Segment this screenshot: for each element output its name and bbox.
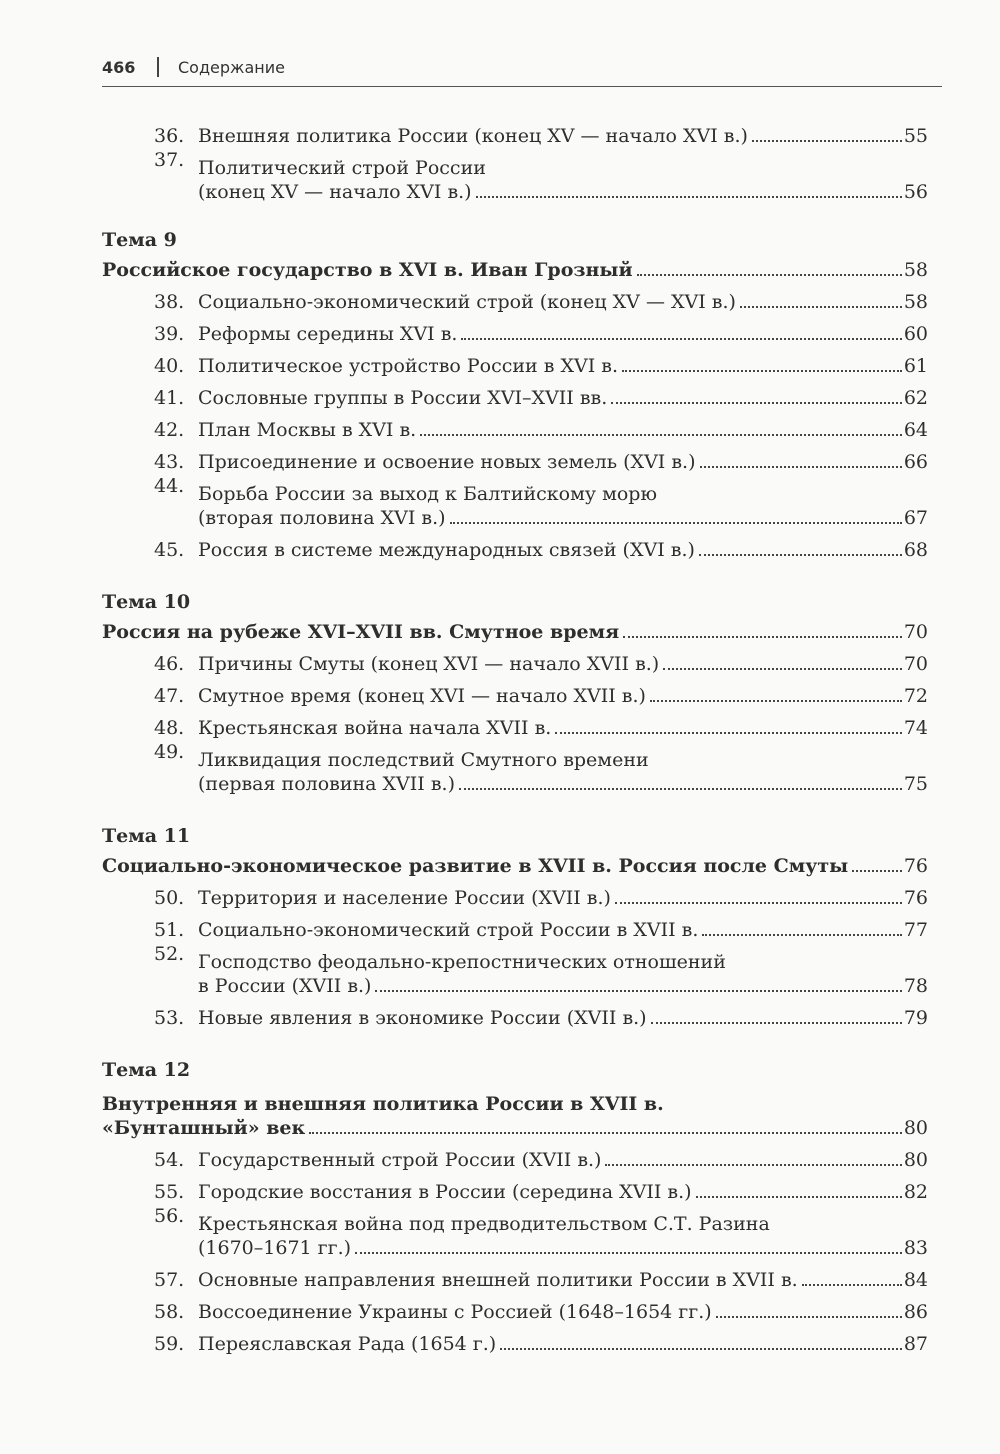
entry-body — [198, 156, 928, 204]
entry-number: 43. — [154, 451, 185, 473]
toc-entry[interactable] — [102, 1140, 928, 1172]
entry-body — [198, 1268, 928, 1292]
toc-entry[interactable] — [102, 740, 928, 796]
entry-text-line1: Господство феодально-крепостнических отношений — [198, 951, 726, 973]
entry-text: План Москвы в XVI в. — [198, 419, 417, 441]
entry-text-line1: Крестьянская война под предводительством С.Т. Разина — [198, 1213, 770, 1235]
entry-page: 55 — [903, 125, 928, 147]
entry-page: 67 — [903, 507, 928, 529]
entry-text: Городские восстания в России (середина XVII в.) — [198, 1181, 692, 1203]
entry-number-cell — [102, 878, 198, 910]
dot-leader — [611, 402, 902, 404]
dot-leader — [615, 902, 902, 904]
entry-body — [198, 748, 928, 796]
entry-body — [198, 354, 928, 378]
entry-page: 62 — [903, 387, 928, 409]
toc-entry[interactable] — [102, 474, 928, 530]
header-separator — [157, 57, 159, 77]
toc-entry[interactable] — [102, 314, 928, 346]
entry-page: 79 — [903, 1007, 928, 1029]
entry-number: 42. — [154, 419, 185, 441]
entry-page: 66 — [903, 451, 928, 473]
entry-number: 44. — [154, 475, 185, 497]
entry-text: Социально-экономический строй России в XVII в. — [198, 919, 699, 941]
toc-entry[interactable] — [102, 998, 928, 1030]
theme-label: Тема 9 — [102, 229, 177, 251]
entry-line — [198, 354, 928, 378]
entry-text: (1670–1671 гг.) — [198, 1237, 352, 1259]
entry-number: 46. — [154, 653, 185, 675]
dot-leader — [740, 306, 902, 308]
theme-label: Тема 12 — [102, 1059, 191, 1081]
entry-line — [198, 1332, 928, 1356]
entry-body — [198, 124, 928, 148]
entry-page: 76 — [903, 887, 928, 909]
entry-text: Внешняя политика России (конец XV — начало XVI в.) — [198, 125, 748, 147]
entry-text-line1: Политический строй России — [198, 157, 486, 179]
entry-page: 58 — [903, 291, 928, 313]
entry-number: 38. — [154, 291, 185, 313]
entry-line — [198, 1236, 928, 1260]
entry-line — [198, 124, 928, 148]
entry-number-cell — [102, 1260, 198, 1292]
entry-text: Новые явления в экономике России (XVII в.) — [198, 1007, 647, 1029]
toc-entry[interactable] — [102, 282, 928, 314]
entry-body — [198, 290, 928, 314]
theme-page: 80 — [903, 1117, 928, 1139]
entry-body — [198, 886, 928, 910]
dot-leader — [476, 196, 902, 198]
entry-number: 37. — [154, 149, 185, 171]
entry-text: (конец XV — начало XVI в.) — [198, 181, 472, 203]
entry-number: 50. — [154, 887, 185, 909]
entry-number-cell — [102, 1292, 198, 1324]
entry-body — [198, 322, 928, 346]
entry-text: (вторая половина XVI в.) — [198, 507, 446, 529]
dot-leader — [651, 1022, 902, 1024]
toc-entry[interactable] — [102, 942, 928, 998]
entry-line — [198, 772, 928, 796]
entry-number: 49. — [154, 741, 185, 763]
entry-body — [198, 950, 928, 998]
dot-leader — [702, 934, 901, 936]
dot-leader — [555, 732, 902, 734]
entry-number: 51. — [154, 919, 185, 941]
entry-number: 52. — [154, 943, 185, 965]
entry-line — [198, 506, 928, 530]
entry-text: Политическое устройство России в XVI в. — [198, 355, 619, 377]
toc-entry[interactable] — [102, 676, 928, 708]
entry-line — [198, 1180, 928, 1204]
theme-title: «Бунташный» век — [102, 1117, 306, 1139]
entry-number-cell — [102, 378, 198, 410]
entry-line — [198, 450, 928, 474]
entry-number-cell — [102, 910, 198, 942]
entry-page: 68 — [903, 539, 928, 561]
entry-number-cell — [102, 1324, 198, 1356]
entry-page: 83 — [903, 1237, 928, 1259]
entry-text: Причины Смуты (конец XVI — начало XVII в.) — [198, 653, 660, 675]
entry-number: 58. — [154, 1301, 185, 1323]
dot-leader — [420, 434, 902, 436]
theme-label: Тема 10 — [102, 591, 191, 613]
entry-body — [198, 716, 928, 740]
entry-text: Крестьянская война начала XVII в. — [198, 717, 552, 739]
entry-number-cell — [102, 346, 198, 378]
entry-text: (первая половина XVII в.) — [198, 773, 455, 795]
dot-leader — [622, 370, 902, 372]
entry-number: 56. — [154, 1205, 185, 1227]
entry-number-cell — [102, 314, 198, 346]
entry-page: 64 — [903, 419, 928, 441]
theme-line — [102, 620, 928, 644]
entry-line — [198, 974, 928, 998]
entry-body — [198, 482, 928, 530]
toc-entry[interactable] — [102, 116, 928, 148]
dot-leader — [355, 1252, 902, 1254]
entry-page: 60 — [903, 323, 928, 345]
entry-body — [198, 652, 928, 676]
entry-page: 86 — [903, 1301, 928, 1323]
theme-body — [102, 258, 928, 282]
entry-number: 57. — [154, 1269, 185, 1291]
entry-number: 45. — [154, 539, 185, 561]
entry-number-cell — [102, 530, 198, 562]
dot-leader — [623, 636, 902, 638]
dot-leader — [752, 140, 902, 142]
entry-page: 70 — [903, 653, 928, 675]
theme-page: 58 — [903, 259, 928, 281]
entry-text: в России (XVII в.) — [198, 975, 372, 997]
toc-entry[interactable] — [102, 148, 928, 204]
entry-number: 36. — [154, 125, 185, 147]
entry-page: 87 — [903, 1333, 928, 1355]
dot-leader — [461, 338, 901, 340]
entry-number: 55. — [154, 1181, 185, 1203]
entry-text-line1: Борьба России за выход к Балтийскому морю — [198, 483, 658, 505]
entry-line — [198, 652, 928, 676]
toc-entry[interactable] — [102, 1172, 928, 1204]
entry-number-cell — [102, 410, 198, 442]
entry-page: 78 — [903, 975, 928, 997]
entry-number: 59. — [154, 1333, 185, 1355]
entry-page: 80 — [903, 1149, 928, 1171]
entry-text: Основные направления внешней политики России в XVII в. — [198, 1269, 798, 1291]
entry-line — [198, 290, 928, 314]
page-header — [102, 56, 942, 87]
toc-entry[interactable] — [102, 708, 928, 740]
entry-number: 47. — [154, 685, 185, 707]
table-of-contents — [102, 116, 928, 1356]
entry-number: 48. — [154, 717, 185, 739]
page-number: 466 — [102, 58, 136, 77]
toc-entry[interactable] — [102, 1260, 928, 1292]
entry-line — [198, 1268, 928, 1292]
entry-page: 72 — [903, 685, 928, 707]
entry-body — [198, 1148, 928, 1172]
entry-number: 40. — [154, 355, 185, 377]
entry-number-cell — [102, 474, 198, 498]
dot-leader — [459, 788, 902, 790]
entry-line — [198, 1148, 928, 1172]
entry-page: 56 — [903, 181, 928, 203]
entry-text-line1: Ликвидация последствий Смутного времени — [198, 749, 649, 771]
entry-number-cell — [102, 644, 198, 676]
entry-line — [198, 180, 928, 204]
dot-leader — [700, 466, 902, 468]
entry-body — [198, 1300, 928, 1324]
entry-body — [198, 918, 928, 942]
entry-line — [198, 716, 928, 740]
theme-body — [102, 620, 928, 644]
entry-number-cell — [102, 1204, 198, 1228]
theme-page: 70 — [903, 621, 928, 643]
theme-heading[interactable] — [102, 1084, 928, 1140]
theme-heading[interactable] — [102, 254, 928, 282]
entry-body — [198, 450, 928, 474]
toc-entry[interactable] — [102, 1324, 928, 1356]
header-title: Содержание — [178, 58, 285, 77]
entry-body — [198, 684, 928, 708]
entry-number: 54. — [154, 1149, 185, 1171]
dot-leader — [375, 990, 901, 992]
entry-number-cell — [102, 740, 198, 764]
theme-line — [102, 854, 928, 878]
theme-page: 76 — [903, 855, 928, 877]
dot-leader — [696, 1196, 902, 1198]
theme-label: Тема 11 — [102, 825, 191, 847]
toc-entry[interactable] — [102, 346, 928, 378]
entry-number-cell — [102, 1140, 198, 1172]
dot-leader — [852, 870, 902, 872]
toc-entry[interactable] — [102, 442, 928, 474]
entry-body — [198, 538, 928, 562]
entry-body — [198, 418, 928, 442]
toc-entry[interactable] — [102, 410, 928, 442]
entry-line — [198, 322, 928, 346]
entry-text: Воссоединение Украины с Россией (1648–1654 гг.) — [198, 1301, 712, 1323]
entry-number-cell — [102, 282, 198, 314]
dot-leader — [309, 1132, 902, 1134]
entry-page: 77 — [903, 919, 928, 941]
entry-number-cell — [102, 442, 198, 474]
toc-entry[interactable] — [102, 878, 928, 910]
theme-title: Россия на рубеже XVI–XVII вв. Смутное время — [102, 621, 620, 643]
entry-line — [198, 1006, 928, 1030]
entry-body — [198, 1006, 928, 1030]
theme-title-line1: Внутренняя и внешняя политика России в XVII в. — [102, 1093, 664, 1115]
entry-number-cell — [102, 148, 198, 172]
theme-heading[interactable] — [102, 850, 928, 878]
entry-line — [198, 538, 928, 562]
entry-page: 75 — [903, 773, 928, 795]
entry-text: Территория и население России (XVII в.) — [198, 887, 611, 909]
entry-text: Переяславская Рада (1654 г.) — [198, 1333, 497, 1355]
toc-entry[interactable] — [102, 530, 928, 562]
entry-text: Сословные группы в России XVI–XVII вв. — [198, 387, 608, 409]
dot-leader — [699, 554, 902, 556]
toc-entry[interactable] — [102, 910, 928, 942]
entry-number-cell — [102, 708, 198, 740]
entry-text: Государственный строй России (XVII в.) — [198, 1149, 602, 1171]
entry-number-cell — [102, 1172, 198, 1204]
entry-body — [198, 1332, 928, 1356]
entry-text: Социально-экономический строй (конец XV — XVI в.) — [198, 291, 736, 313]
theme-heading[interactable] — [102, 616, 928, 644]
entry-body — [198, 386, 928, 410]
toc-entry[interactable] — [102, 1204, 928, 1260]
toc-entry[interactable] — [102, 644, 928, 676]
entry-page: 74 — [903, 717, 928, 739]
entry-page: 84 — [903, 1269, 928, 1291]
theme-title: Российское государство в XVI в. Иван Грозный — [102, 259, 633, 281]
toc-entry[interactable] — [102, 378, 928, 410]
dot-leader — [450, 522, 902, 524]
entry-text: Россия в системе международных связей (XVI в.) — [198, 539, 695, 561]
entry-number: 39. — [154, 323, 185, 345]
toc-entry[interactable] — [102, 1292, 928, 1324]
dot-leader — [663, 668, 902, 670]
theme-body — [102, 1092, 928, 1140]
entry-line — [198, 684, 928, 708]
dot-leader — [802, 1284, 902, 1286]
entry-page: 82 — [903, 1181, 928, 1203]
entry-line — [198, 918, 928, 942]
theme-line — [102, 258, 928, 282]
entry-line — [198, 386, 928, 410]
dot-leader — [500, 1348, 902, 1350]
entry-number-cell — [102, 942, 198, 966]
entry-body — [198, 1212, 928, 1260]
entry-text: Смутное время (конец XVI — начало XVII в.) — [198, 685, 646, 707]
entry-line — [198, 418, 928, 442]
entry-text: Реформы середины XVI в. — [198, 323, 458, 345]
entry-line — [198, 1300, 928, 1324]
entry-page: 61 — [903, 355, 928, 377]
entry-number-cell — [102, 676, 198, 708]
dot-leader — [637, 274, 902, 276]
theme-title: Социально-экономическое развитие в XVII в. Россия после Смуты — [102, 855, 849, 877]
entry-number-cell — [102, 998, 198, 1030]
theme-body — [102, 854, 928, 878]
dot-leader — [605, 1164, 901, 1166]
entry-line — [198, 886, 928, 910]
entry-body — [198, 1180, 928, 1204]
entry-number: 41. — [154, 387, 185, 409]
dot-leader — [716, 1316, 902, 1318]
entry-text: Присоединение и освоение новых земель (XVI в.) — [198, 451, 696, 473]
entry-number-cell — [102, 116, 198, 148]
entry-number: 53. — [154, 1007, 185, 1029]
dot-leader — [650, 700, 902, 702]
theme-line — [102, 1116, 928, 1140]
